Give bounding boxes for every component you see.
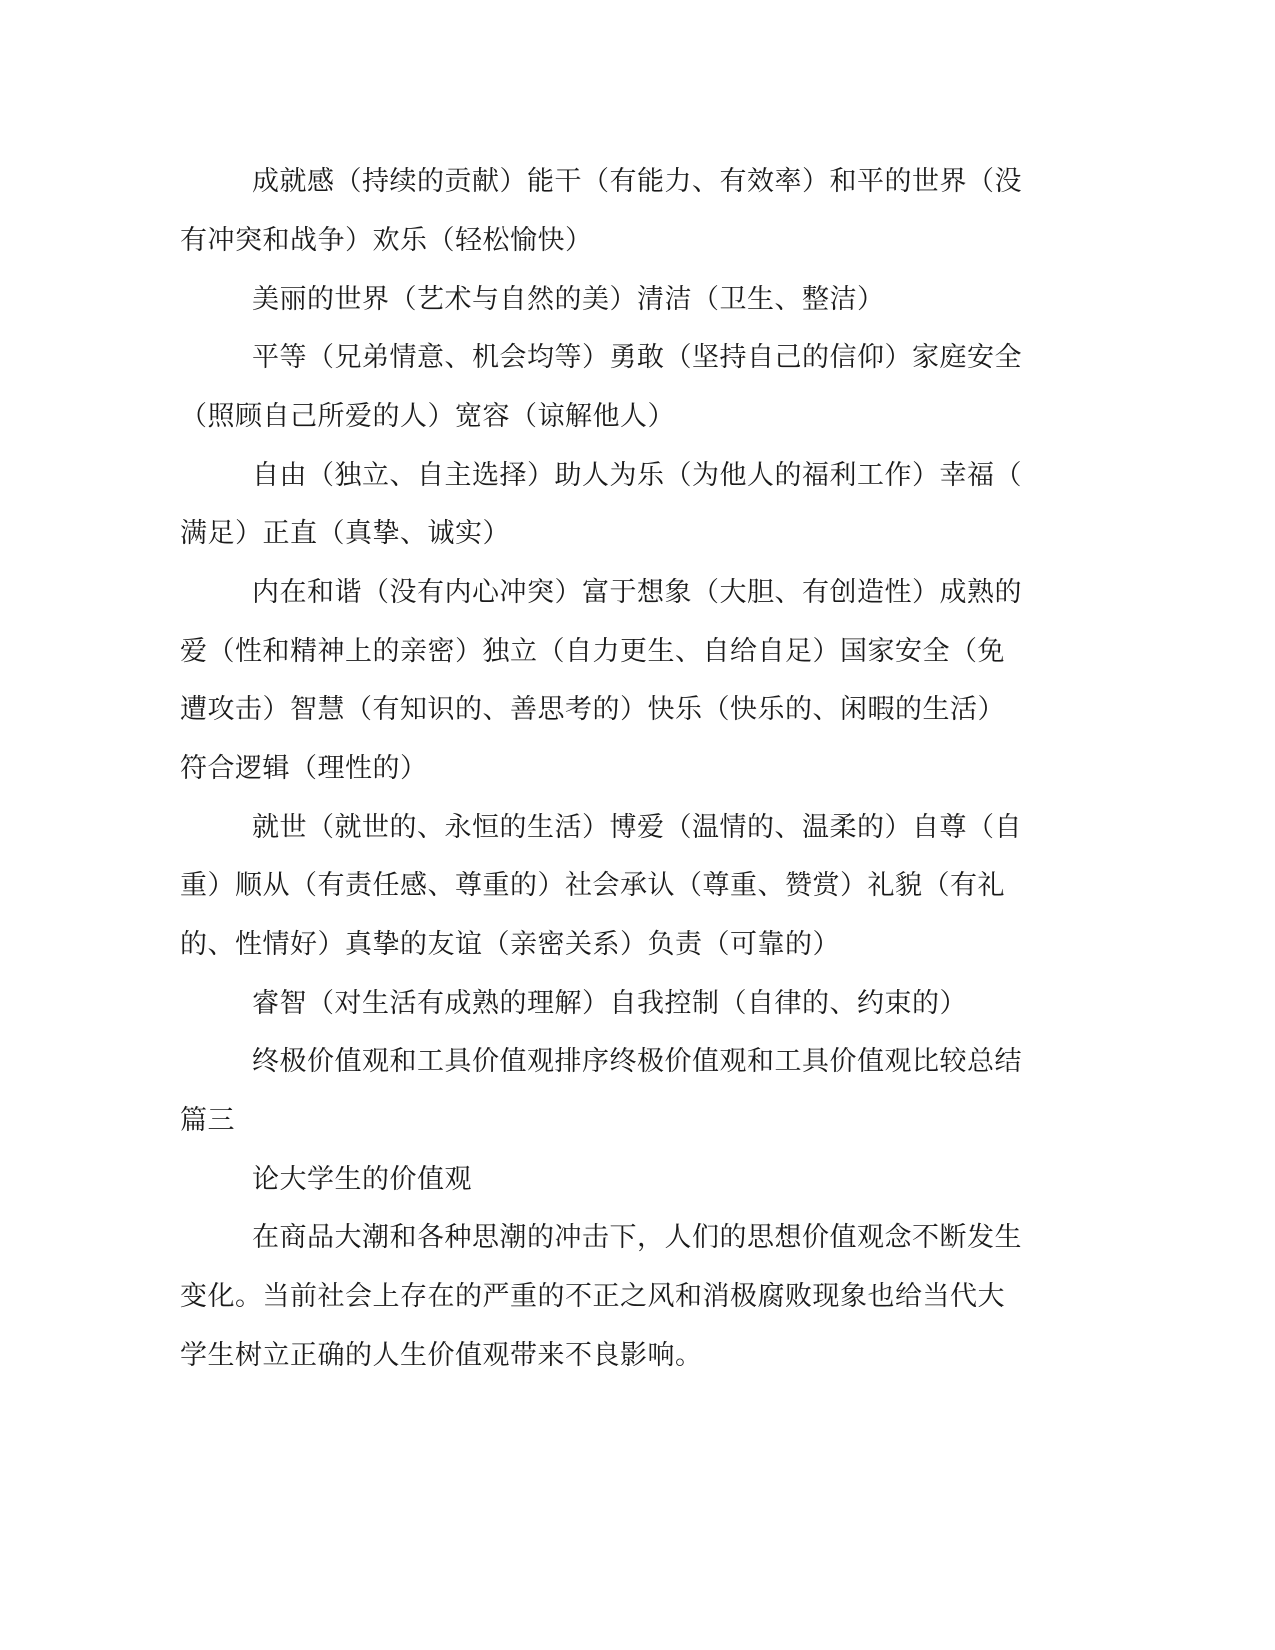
text-line-2: 有冲突和战争）欢乐（轻松愉快）	[180, 225, 593, 256]
text-line-3: 美丽的世界（艺术与自然的美）清洁（卫生、整洁）	[252, 284, 885, 315]
text-line-12: 就世（就世的、永恒的生活）博爱（温情的、温柔的）自尊（自	[252, 812, 1022, 843]
text-line-7: 满足）正直（真挚、诚实）	[180, 518, 510, 549]
text-line-4: 平等（兄弟情意、机会均等）勇敢（坚持自己的信仰）家庭安全	[252, 342, 1022, 373]
text-line-13: 重）顺从（有责任感、尊重的）社会承认（尊重、赞赏）礼貌（有礼	[180, 870, 1005, 901]
text-line-16: 终极价值观和工具价值观排序终极价值观和工具价值观比较总结	[252, 1046, 1022, 1077]
text-line-21: 学生树立正确的人生价值观带来不良影响。	[180, 1340, 703, 1371]
text-line-14: 的、性情好）真挚的友谊（亲密关系）负责（可靠的）	[180, 929, 840, 960]
section-heading: 论大学生的价值观	[252, 1164, 472, 1195]
text-line-9: 爱（性和精神上的亲密）独立（自力更生、自给自足）国家安全（免	[180, 636, 1005, 667]
text-line-20: 变化。当前社会上存在的严重的不正之风和消极腐败现象也给当代大	[180, 1281, 1005, 1312]
text-line-10: 遭攻击）智慧（有知识的、善思考的）快乐（快乐的、闲暇的生活）	[180, 694, 1005, 725]
text-line-6: 自由（独立、自主选择）助人为乐（为他人的福利工作）幸福（	[252, 460, 1022, 491]
text-line-1: 成就感（持续的贡献）能干（有能力、有效率）和平的世界（没	[252, 166, 1022, 197]
text-line-5: （照顾自己所爱的人）宽容（谅解他人）	[180, 401, 675, 432]
text-line-8: 内在和谐（没有内心冲突）富于想象（大胆、有创造性）成熟的	[252, 577, 1022, 608]
text-line-15: 睿智（对生活有成熟的理解）自我控制（自律的、约束的）	[252, 988, 967, 1019]
text-line-11: 符合逻辑（理性的）	[180, 753, 428, 784]
text-line-19: 在商品大潮和各种思潮的冲击下，人们的思想价值观念不断发生	[252, 1222, 1022, 1253]
text-line-17: 篇三	[180, 1105, 235, 1136]
